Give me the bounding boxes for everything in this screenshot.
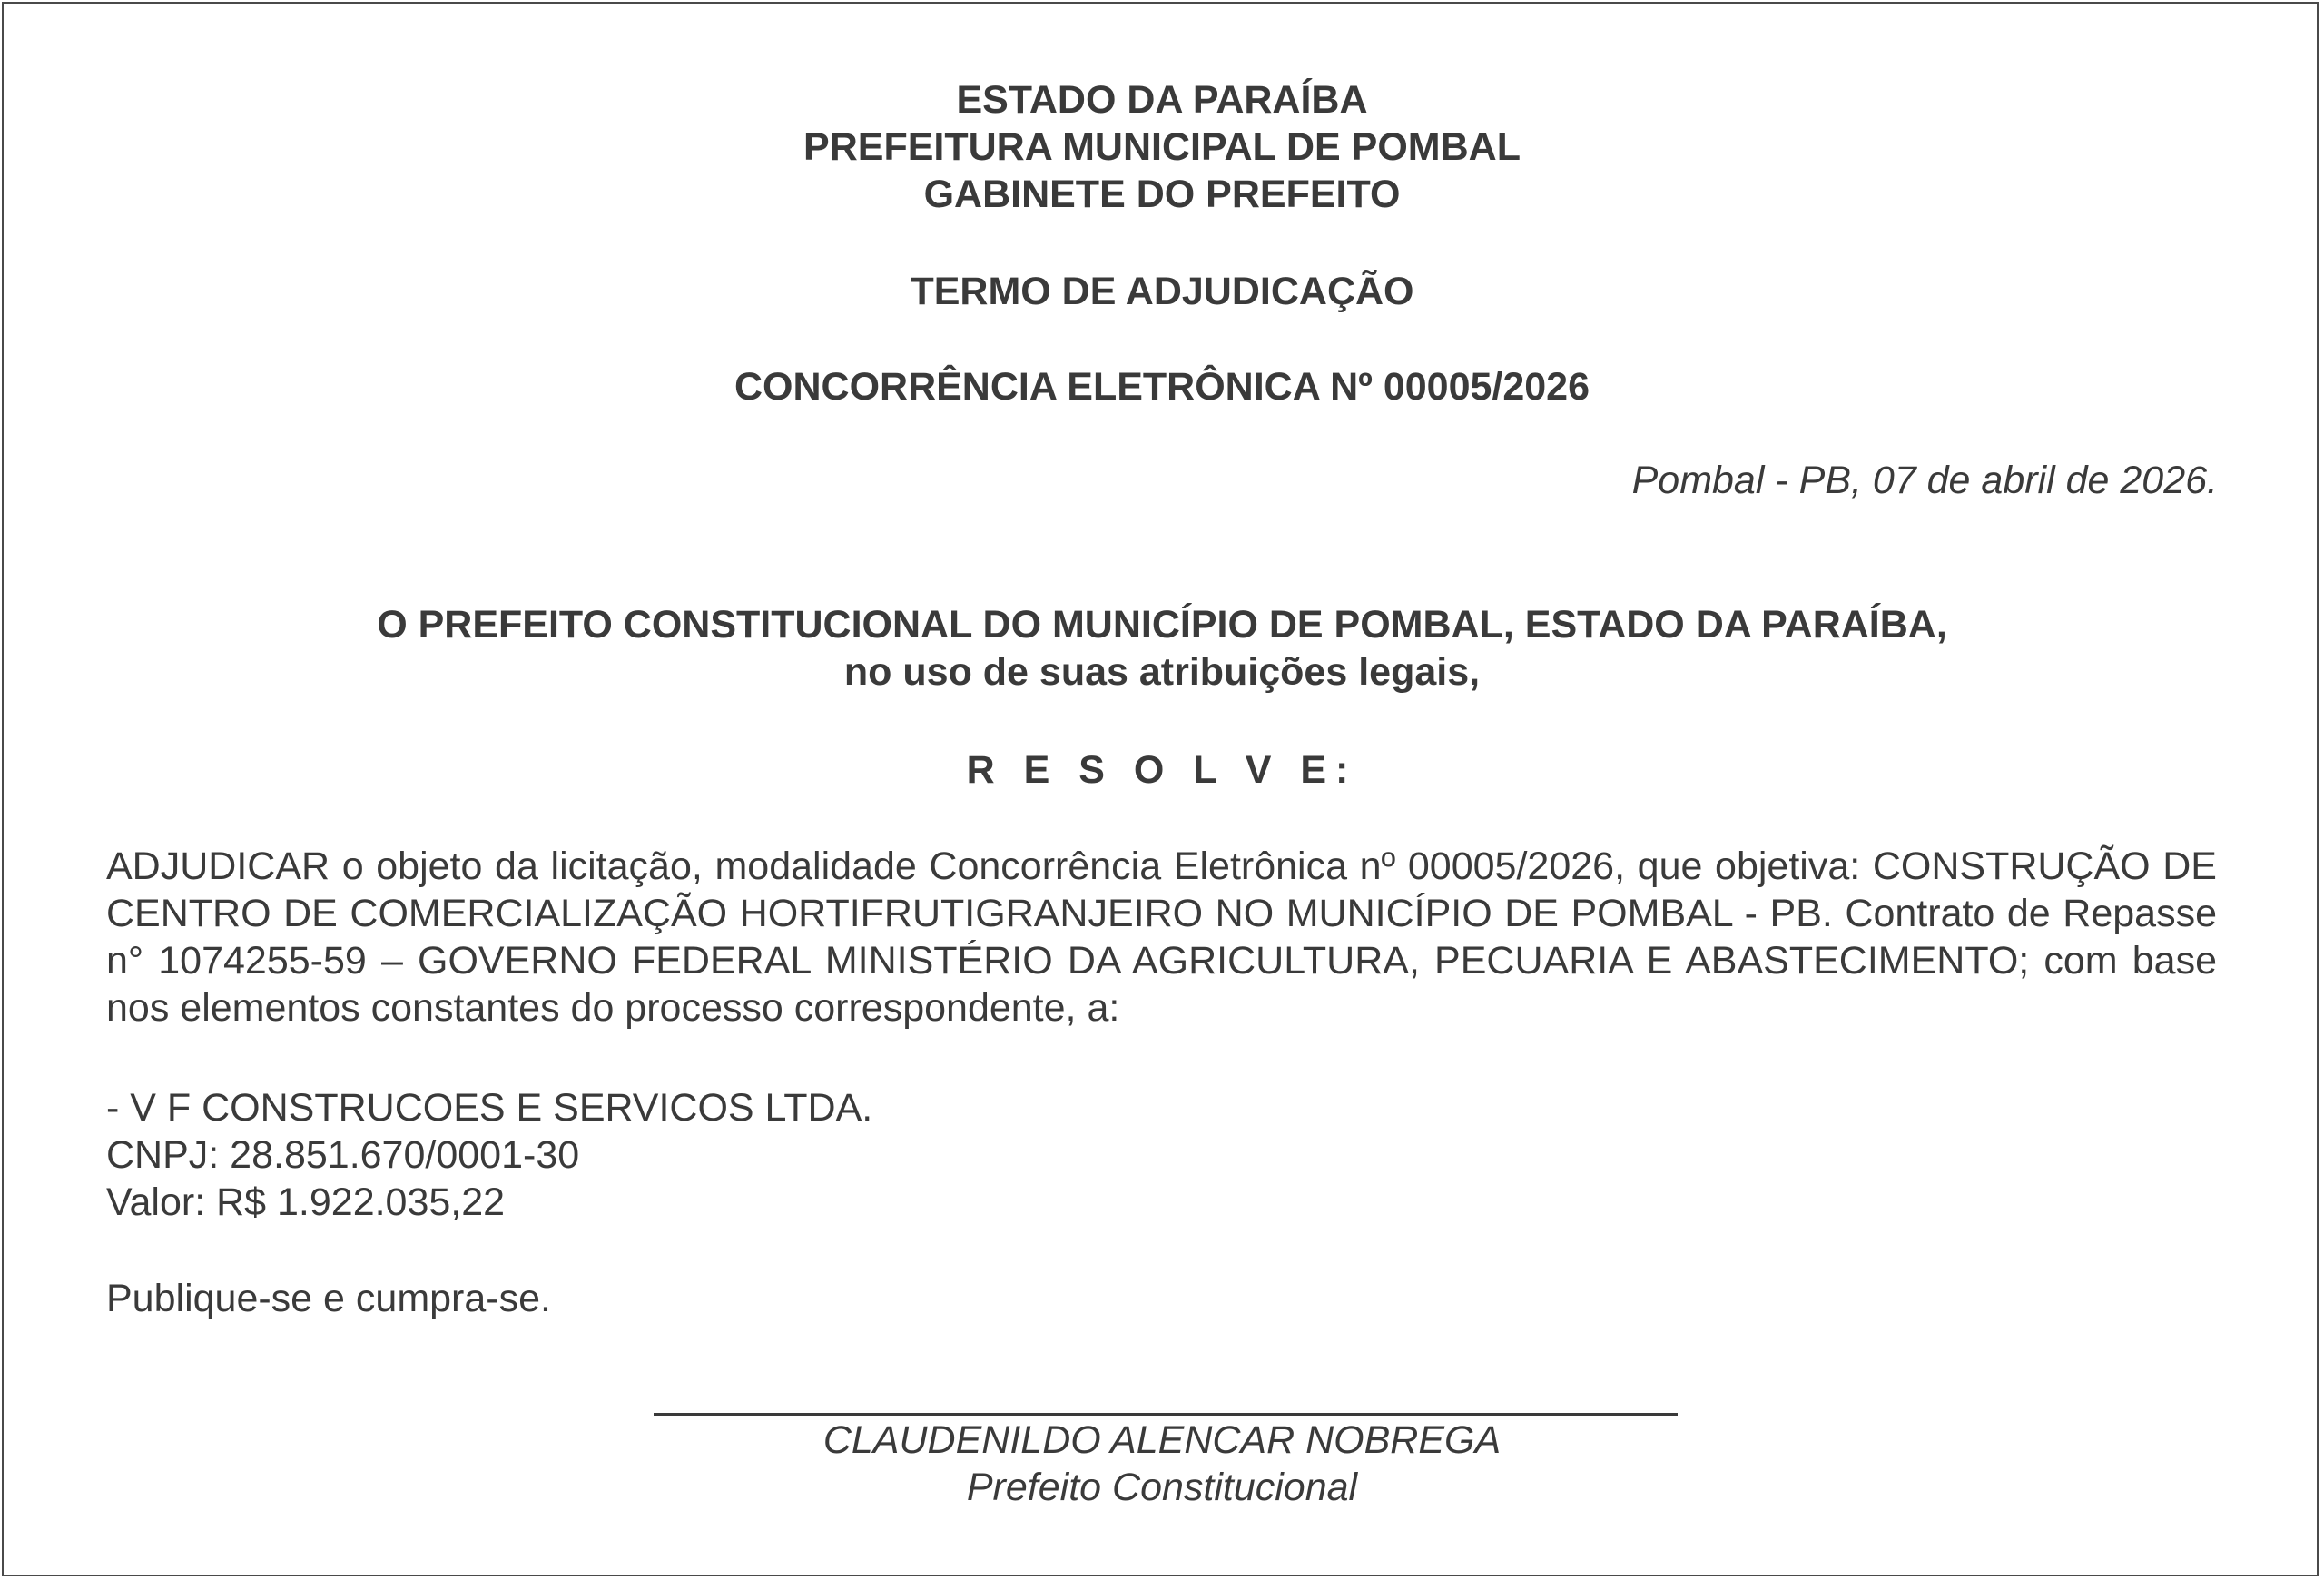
- adjudication-paragraph: ADJUDICAR o objeto da licitação, modalidade Concorrência Eletrônica nº 00005/2026, que objetiva: CONSTRUÇÃO DE CENTRO DE COMERCIALIZAÇÃO HORTIFRUTIGRANJEIRO NO MUNICÍPIO DE POMBAL - PB. Contrato de Repasse n° 1074255-59 – GOVERNO FEDERAL MINISTÉRIO DA AGRICULTURA, PECUARIA E ABASTECIMENTO; com base nos elementos constantes do processo correspondente, a:: [106, 844, 2217, 1030]
- signer-role: Prefeito Constitucional: [966, 1466, 1358, 1509]
- date-line: Pombal - PB, 07 de abril de 2026.: [1631, 459, 2218, 502]
- awardee-company: - V F CONSTRUCOES E SERVICOS LTDA.: [106, 1086, 873, 1130]
- awardee-cnpj: CNPJ: 28.851.670/0001-30: [106, 1133, 580, 1177]
- city-hall-name: PREFEITURA MUNICIPAL DE POMBAL: [803, 125, 1521, 169]
- resolve-heading: R E S O L V E:: [966, 748, 1358, 792]
- closing-statement: Publique-se e cumpra-se.: [106, 1277, 551, 1320]
- awardee-block: [106, 1084, 872, 1226]
- signature-line: [654, 1413, 1678, 1416]
- signer-name: CLAUDENILDO ALENCAR NOBREGA: [822, 1418, 1502, 1462]
- letterhead: [0, 76, 2324, 218]
- preamble: [0, 601, 2324, 696]
- preamble-line-2: no uso de suas atribuições legais,: [843, 650, 1481, 694]
- preamble-line-1: O PREFEITO CONSTITUCIONAL DO MUNICÍPIO DE POMBAL, ESTADO DA PARAÍBA,: [377, 603, 1947, 647]
- procurement-number: CONCORRÊNCIA ELETRÔNICA Nº 00005/2026: [734, 365, 1590, 409]
- awardee-value: Valor: R$ 1.922.035,22: [106, 1180, 506, 1224]
- office-name: GABINETE DO PREFEITO: [923, 173, 1401, 216]
- signature-block: [0, 1417, 2324, 1511]
- document-title: TERMO DE ADJUDICAÇÃO: [910, 270, 1414, 313]
- state-name: ESTADO DA PARAÍBA: [956, 78, 1368, 122]
